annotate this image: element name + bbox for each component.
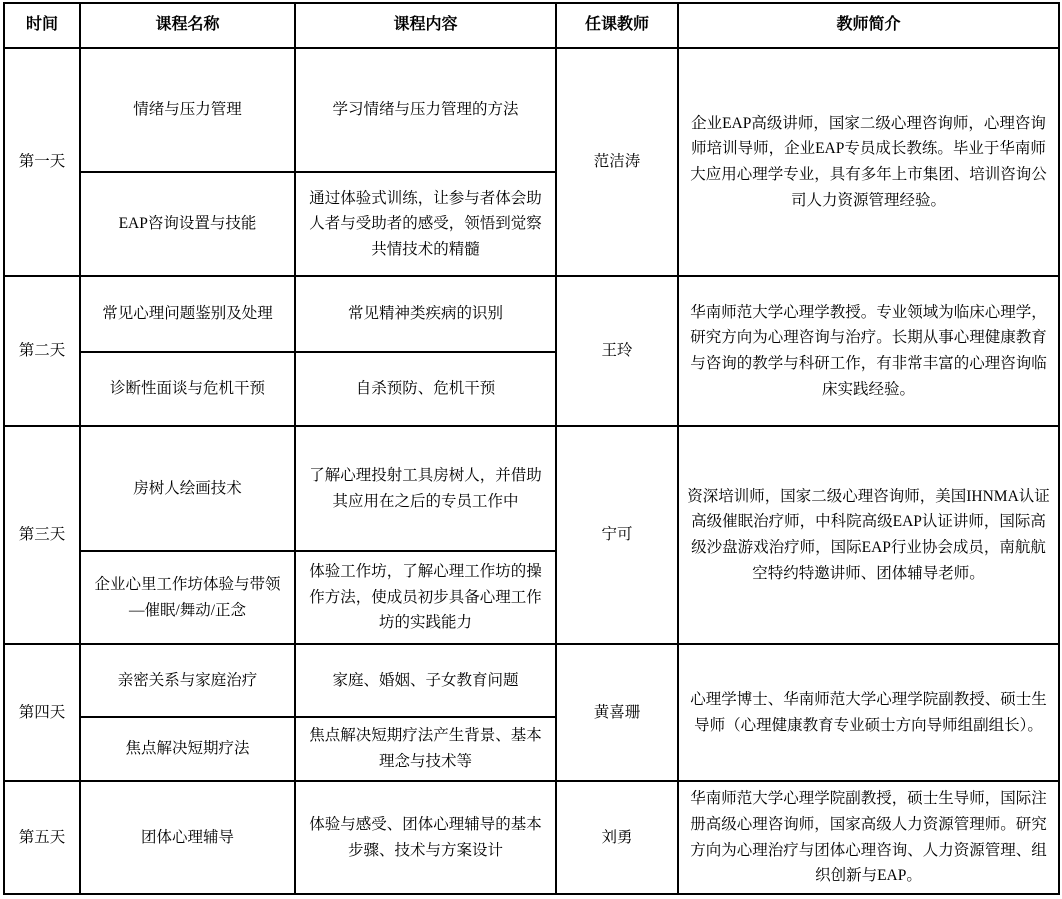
- teacher-intro-cell: 心理学博士、华南师范大学心理学院副教授、硕士生导师（心理健康教育专业硕士方向导师组副组长）。: [678, 644, 1059, 781]
- teacher-intro-cell: 企业EAP高级讲师，国家二级心理咨询师，心理咨询师培训导师，企业EAP专员成长教练。毕业于华南师大应用心理学专业，具有多年上市集团、培训咨询公司人力资源管理经验。: [678, 48, 1059, 276]
- table-row-day1-course1: [4, 48, 1059, 172]
- course-name-cell: 团体心理辅导: [80, 781, 295, 894]
- teacher-intro-cell: 华南师范大学心理学院副教授，硕士生导师，国际注册高级心理咨询师，国家高级人力资源管理师。研究方向为心理治疗与团体心理咨询、人力资源管理、组织创新与EAP。: [678, 781, 1059, 894]
- course-name-cell: 情绪与压力管理: [80, 48, 295, 172]
- teacher-intro-cell: 资深培训师，国家二级心理咨询师，美国IHNMA认证高级催眠治疗师，中科院高级EAP认证讲师，国际高级沙盘游戏治疗师，国际EAP行业协会成员，南航航空特约特邀讲师、团体辅导老师。: [678, 426, 1059, 644]
- table-row-day4-course1: [4, 644, 1059, 717]
- day-time-cell: 第四天: [4, 644, 80, 781]
- day-time-cell: 第三天: [4, 426, 80, 644]
- teacher-cell: 刘勇: [556, 781, 678, 894]
- table-row-day3-course1: [4, 426, 1059, 551]
- course-content-cell: 学习情绪与压力管理的方法: [295, 48, 556, 172]
- course-name-cell: 房树人绘画技术: [80, 426, 295, 551]
- course-content-cell: 体验工作坊，了解心理工作坊的操作方法，使成员初步具备心理工作坊的实践能力: [295, 551, 556, 644]
- day-time-cell: 第二天: [4, 276, 80, 426]
- course-content-cell: 常见精神类疾病的识别: [295, 276, 556, 352]
- course-content-cell: 体验与感受、团体心理辅导的基本步骤、技术与方案设计: [295, 781, 556, 894]
- course-name-cell: 亲密关系与家庭治疗: [80, 644, 295, 717]
- day-time-cell: 第一天: [4, 48, 80, 276]
- day-time-cell: 第五天: [4, 781, 80, 894]
- course-content-cell: 了解心理投射工具房树人，并借助其应用在之后的专员工作中: [295, 426, 556, 551]
- course-content-cell: 焦点解决短期疗法产生背景、基本理念与技术等: [295, 717, 556, 781]
- column-header-teacher-intro: 教师简介: [678, 3, 1059, 48]
- column-header-course-name: 课程名称: [80, 3, 295, 48]
- course-content-cell: 家庭、婚姻、子女教育问题: [295, 644, 556, 717]
- teacher-cell: 范洁涛: [556, 48, 678, 276]
- table-row-day2-course1: [4, 276, 1059, 352]
- table-row-day5-course1: [4, 781, 1059, 894]
- course-name-cell: 焦点解决短期疗法: [80, 717, 295, 781]
- teacher-cell: 宁可: [556, 426, 678, 644]
- teacher-cell: 王玲: [556, 276, 678, 426]
- course-content-cell: 通过体验式训练，让参与者体会助人者与受助者的感受，领悟到觉察共情技术的精髓: [295, 172, 556, 276]
- column-header-time: 时间: [4, 3, 80, 48]
- teacher-cell: 黄喜珊: [556, 644, 678, 781]
- course-schedule-table: [3, 2, 1060, 895]
- course-name-cell: 诊断性面谈与危机干预: [80, 352, 295, 426]
- course-name-cell: EAP咨询设置与技能: [80, 172, 295, 276]
- teacher-intro-cell: 华南师范大学心理学教授。专业领域为临床心理学，研究方向为心理咨询与治疗。长期从事心理健康教育与咨询的教学与科研工作，有非常丰富的心理咨询临床实践经验。: [678, 276, 1059, 426]
- course-name-cell: 常见心理问题鉴别及处理: [80, 276, 295, 352]
- course-content-cell: 自杀预防、危机干预: [295, 352, 556, 426]
- header-row: [4, 3, 1059, 48]
- column-header-course-content: 课程内容: [295, 3, 556, 48]
- column-header-teacher: 任课教师: [556, 3, 678, 48]
- course-name-cell: 企业心里工作坊体验与带领—催眠/舞动/正念: [80, 551, 295, 644]
